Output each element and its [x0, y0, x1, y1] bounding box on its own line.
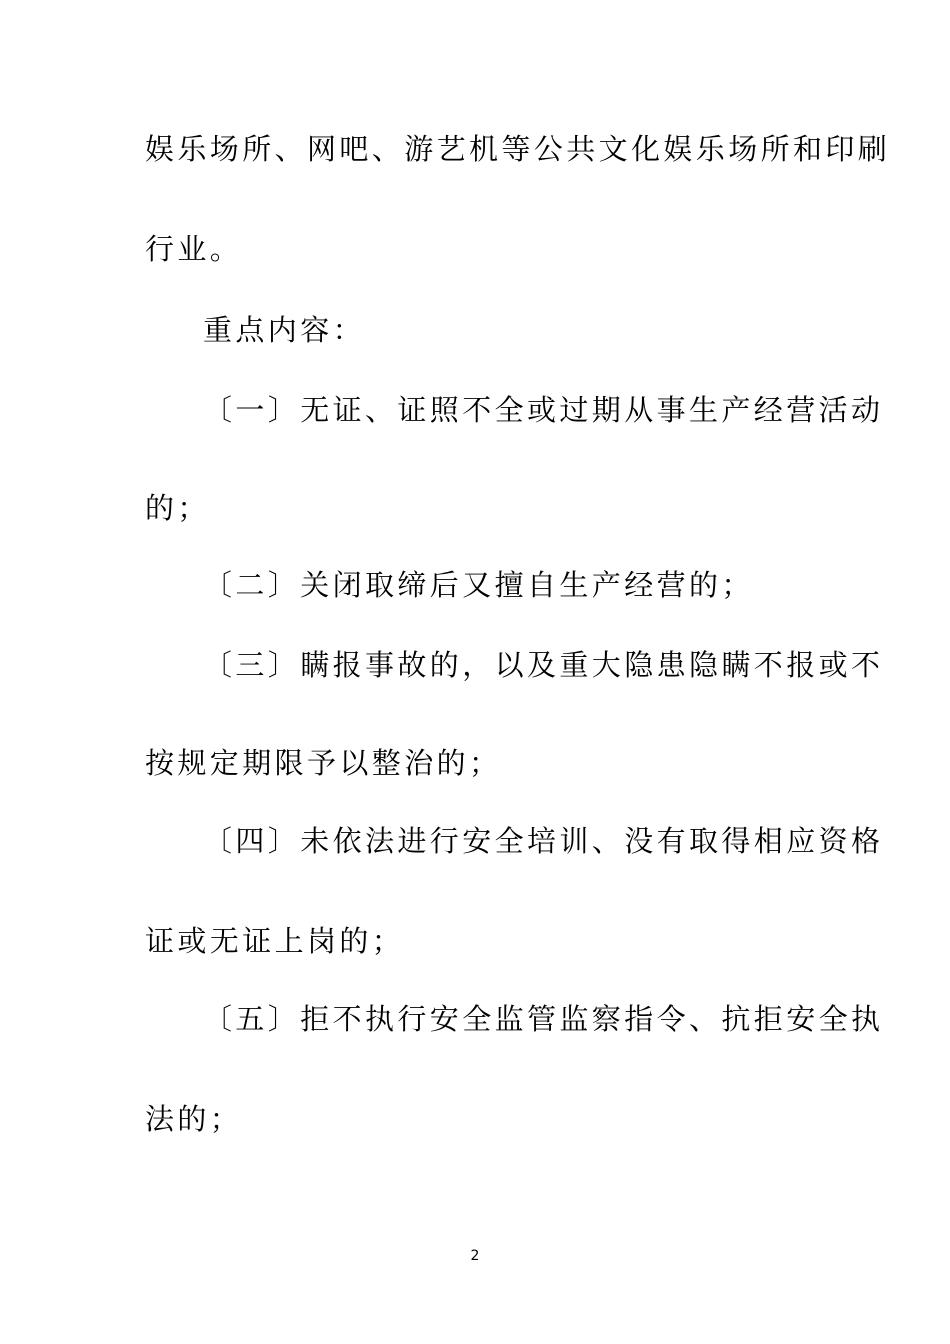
list-item-5: 〔五〕拒不执行安全监管监察指令、抗拒安全执: [203, 1002, 884, 1036]
body-text-line: 娱乐场所、网吧、游艺机等公共文化娱乐场所和印刷: [145, 132, 891, 166]
list-item-1: 〔一〕无证、证照不全或过期从事生产经营活动: [203, 393, 884, 427]
section-heading: 重点内容：: [203, 313, 366, 347]
page-number: 2: [470, 1248, 480, 1264]
list-item-3: 〔三〕瞒报事故的，以及重大隐患隐瞒不报或不: [203, 648, 884, 682]
list-item-4: 〔四〕未依法进行安全培训、没有取得相应资格: [203, 824, 884, 858]
list-item-1-continuation: 的；: [145, 491, 210, 525]
list-item-4-continuation: 证或无证上岗的；: [145, 924, 405, 958]
list-item-3-continuation: 按规定期限予以整治的；: [145, 746, 502, 780]
list-item-2: 〔二〕关闭取缔后又擅自生产经营的；: [203, 568, 754, 602]
body-text-line: 行业。: [145, 232, 243, 266]
list-item-5-continuation: 法的；: [145, 1102, 243, 1136]
